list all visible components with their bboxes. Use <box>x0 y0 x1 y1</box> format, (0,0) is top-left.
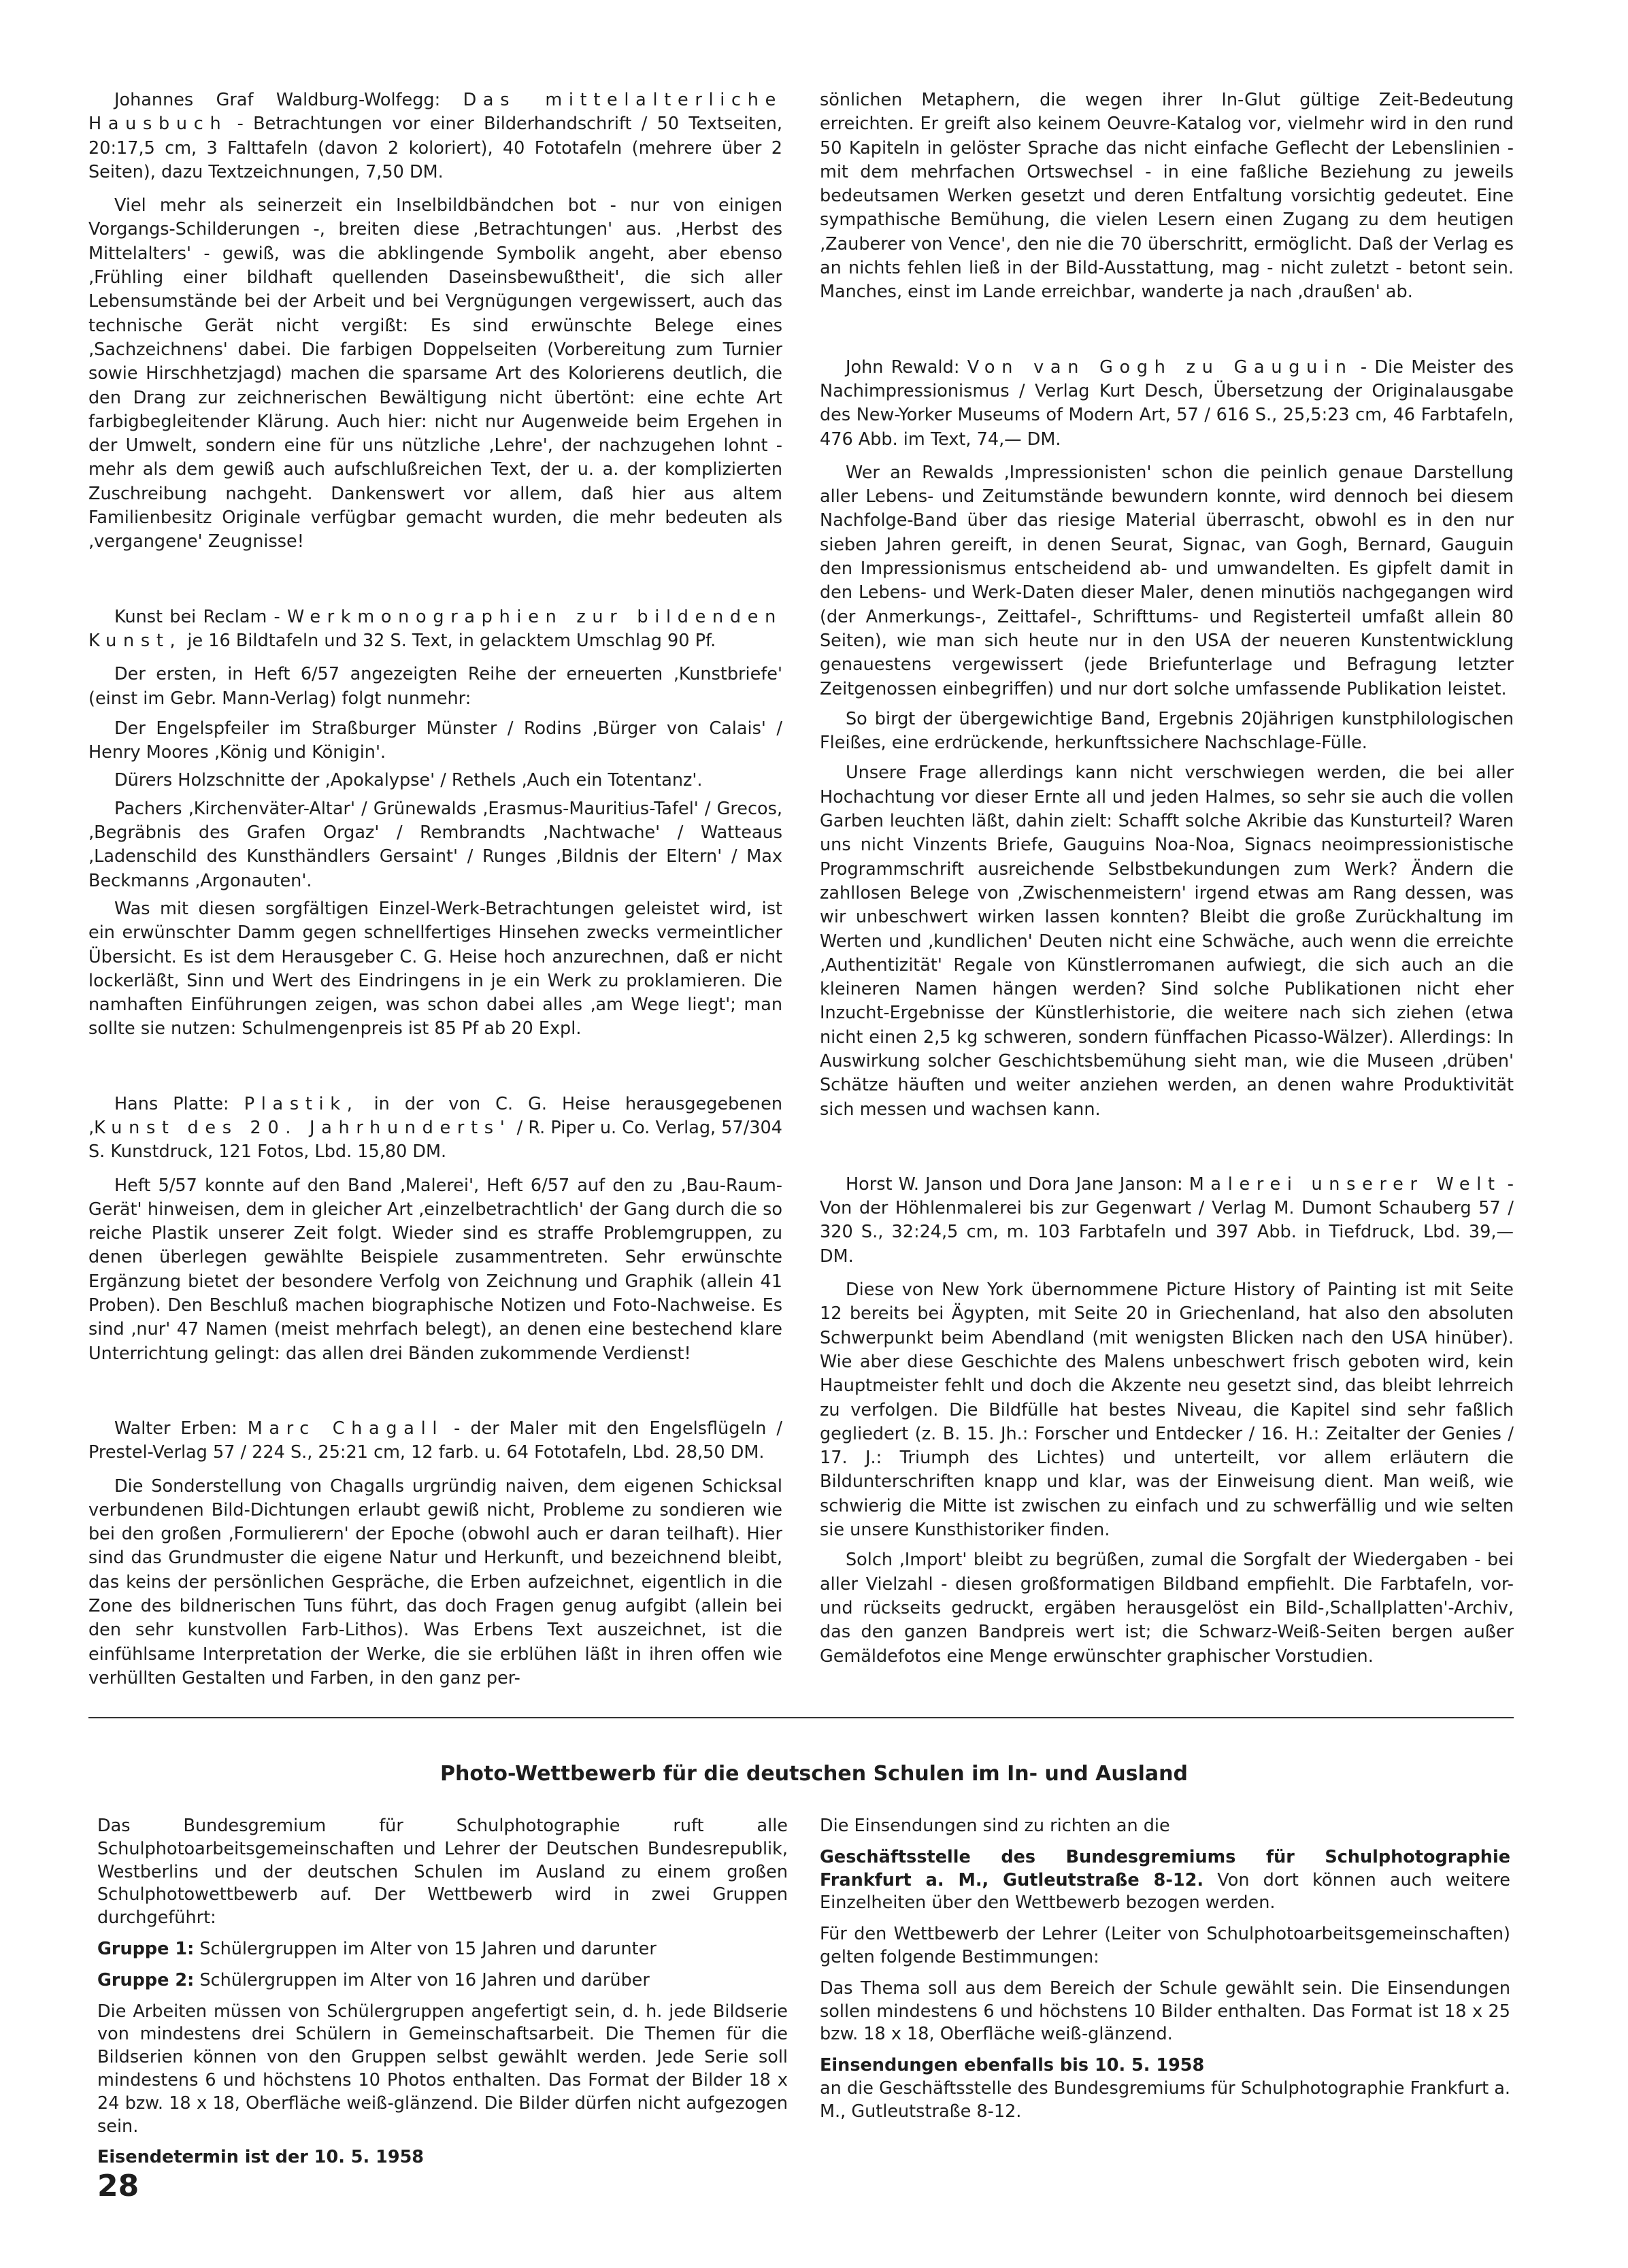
competition-title: Photo-Wettbewerb für die deutschen Schulen im In- und Ausland <box>440 1762 1188 1786</box>
book-title: Plastik, <box>244 1093 359 1114</box>
group-1: Gruppe 1: Schülergruppen im Alter von 15 Jahren und darunter <box>97 1938 657 1959</box>
list-item: Der Engelspfeiler im Straßburger Münster / Rodins ‚Bürger von Calais' / Henry Moores ‚König und Königin'. <box>88 718 782 763</box>
review-header-hausbuch: Johannes Graf Waldburg-Wolfegg: Das mittelalterliche Hausbuch - Betrachtungen vor einer Bilderhandschrift / 50 Textseiten, 20:17,5 cm, 3 Falttafeln (davon 2 koloriert), 40 Fototafeln (mehrere über 2 Seiten), dazu Textzeichnungen, 7,50 DM. <box>88 90 782 182</box>
teacher-rules: Das Thema soll aus dem Bereich der Schule gewählt sein. Die Einsendungen sollen mindestens 6 und höchstens 10 Bilder enthalten. Das Format ist 18 x 25 bzw. 18 x 18, Oberfläche weiß-glänzend. <box>820 1978 1510 2045</box>
review-paragraph: sönlichen Metaphern, die wegen ihrer In-Glut gültige Zeit-Bedeutung erreichten. Er greift also keinem Oeuvre-Katalog vor, vielmehr wird in den rund 50 Kapiteln in gelöster Sprache das nicht einfache Geflecht der Lebenslinien - mit dem mehrfachen Ortswechsel - in eine faßliche Beziehung zu jeweils bedeutsamen Werken gesetzt und deren Entfaltung vorsichtig gedeutet. Eine sympathische Bemühung, die vielen Lesern einen Zugang zu dem heutigen ‚Zauberer von Vence', den nie die 70 überschritt, ermöglicht. Daß der Verlag es an nichts fehlen ließ in der Bild-Ausstattung, mag - nicht zuletzt - betont sein. Manches, einst im Lande erreichbar, wanderte ja nach ‚draußen' ab. <box>820 90 1514 303</box>
section-divider <box>88 1717 1514 1718</box>
review-paragraph: Der ersten, in Heft 6/57 angezeigten Reihe der erneuerten ‚Kunstbriefe' (einst im Gebr. Mann-Verlag) folgt nunmehr: <box>88 664 782 709</box>
competition-right-column <box>820 1815 1510 2132</box>
right-column <box>820 88 1514 1675</box>
teacher-deadline: Einsendungen ebenfalls bis 10. 5. 1958 an die Geschäftsstelle des Bundesgremiums für Schulphotographie Frankfurt a. M., Gutleutstraße 8-12. <box>820 2055 1510 2122</box>
group-2: Gruppe 2: Schülergruppen im Alter von 16 Jahren und darüber <box>97 1969 650 1990</box>
book-title: Werkmonographien zur bildenden Kunst, <box>88 606 782 651</box>
deadline: Eisendetermin ist der 10. 5. 1958 <box>97 2147 425 2168</box>
submission-intro: Die Einsendungen sind zu richten an die <box>820 1816 1170 1836</box>
book-title: Von van Gogh zu Gauguin <box>967 356 1353 378</box>
review-paragraph: Diese von New York übernommene Picture History of Painting ist mit Seite 12 bereits bei Ägypten, mit Seite 20 in Griechenland, hat also den absoluten Schwerpunkt beim Abendland (mit wenigsten Blicken nach den USA hinüber). Wie aber diese Geschichte des Malens unbeschwert frisch geboten wird, kein Hauptmeister fehlt und doch die Akzente neu gesetzt sind, das bleibt lehrreich zu verfolgen. Die Bildfülle hat bestes Niveau, die Kapitel sind sehr faßlich gegliedert (z. B. 15. Jh.: Forscher und Entdecker / 16. H.: Zeitalter der Genies / 17. J.: Triumph des Lichtes) und unterteilt, vor allem erläutern die Bildunterschriften knapp und klar, was der Einweisung dient. Man weiß, wie schwierig die Mitte ist zwischen zu einfach und zu schwerfällig und wie selten sie unsere Kunsthistoriker finden. <box>820 1280 1514 1541</box>
review-header-rewald: John Rewald: Von van Gogh zu Gauguin - Die Meister des Nachimpressionismus / Verlag Kurt Desch, Übersetzung der Originalausgabe des New-Yorker Museums of Modern Art, 57 / 616 S., 25,5:23 cm, 46 Farbtafeln, 476 Abb. im Text, 74,— DM. <box>820 356 1514 450</box>
review-header-chagall: Walter Erben: Marc Chagall - der Maler mit den Engelsflügeln / Prestel-Verlag 57 / 224 S., 25:21 cm, 12 farb. u. 64 Fototafeln, Lbd. 28,50 DM. <box>88 1418 782 1463</box>
submission-address: Geschäftsstelle des Bundesgremiums für Schulphotographie Frankfurt a. M., Gutleutstraße 8-12. Von dort können auch weitere Einzelheiten über den Wettbewerb bezogen werden. <box>820 1846 1510 1914</box>
review-header-reclam: Kunst bei Reclam - Werkmonographien zur bildenden Kunst, je 16 Bildtafeln und 32 S. Text, in gelacktem Umschlag 90 Pf. <box>88 606 782 651</box>
review-header-janson: Horst W. Janson und Dora Jane Janson: Malerei unserer Welt - Von der Höhlenmalerei bis zur Gegenwart / Verlag M. Dumont Schauberg 57 / 320 S., 32:24,5 cm, m. 103 Farbtafeln und 397 Abb. in Tiefdruck, Lbd. 39,— DM. <box>820 1173 1514 1267</box>
book-title: Malerei unserer Welt <box>1189 1173 1501 1195</box>
list-item: Dürers Holzschnitte der ‚Apokalypse' / Rethels ‚Auch ein Totentanz'. <box>114 770 703 791</box>
competition-left-column <box>97 1815 788 2178</box>
review-paragraph: Unsere Frage allerdings kann nicht verschwiegen werden, die bei aller Hochachtung vor dieser Ernte all und jeden Halmes, so sehr sie auch die vollen Garben leuchten läßt, dahin zielt: Schafft solche Akribie das Kunsturteil? Waren uns nicht Vinzents Briefe, Gauguins Noa-Noa, Signacs neoimpressionistische Programmschrift ausreichende Selbstbekundungen zum Werk? Ändern die zahllosen Belege von ‚Zwischenmeistern' irgend etwas am Rang dessen, was wir unbeschwert wirken lassen konnten? Bleibt die große Zurückhaltung im Werten und ‚kundlichen' Deuten nicht eine Schwäche, auch wenn die erreichte ‚Authentizität' Regale von Künstlerromanen aufwiegt, die sich auch an die kleineren Namen hängen werden? Sind solche Publikationen nicht eher Inzucht-Ergebnisse der Künstlerhistorie, die weitere nach sich ziehen (etwa nicht einen 2,5 kg schweren, sondern fünffachen Picasso-Wälzer). Allerdings: In Auswirkung solcher Geschichtsbemühung sieht man, wie die Museen ‚drüben' Schätze häuften und weiter anziehen werden, an denen wahre Produktivität sich messen und wachsen kann. <box>820 763 1514 1120</box>
book-title: Marc Chagall <box>247 1418 444 1439</box>
left-column <box>88 88 782 1697</box>
review-paragraph: Heft 5/57 konnte auf den Band ‚Malerei', Heft 6/57 auf den zu ‚Bau-Raum-Gerät' hinweisen, dem in gleicher Art ‚einzelbetrachtlich' der Gang durch die so reiche Plastik unserer Zeit folgt. Wieder sind es straffe Problemgruppen, zu denen überlegen gewählte Beispiele zusammentreten. Sehr erwünschte Ergänzung bietet der besondere Verfolg von Zeichnung und Graphik (allein 41 Proben). Den Beschluß machen biographische Notizen und Foto-Nachweise. Es sind ‚nur' 47 Namen (meist mehrfach belegt), an denen eine bestechend klare Unterrichtung gelingt: das allen drei Bänden zukommende Verdienst! <box>88 1175 782 1364</box>
review-paragraph: Die Sonderstellung von Chagalls urgründig naiven, dem eigenen Schicksal verbundenen Bild-Dichtungen erlaubt gewiß nicht, Probleme zu sondieren wie bei den großen ‚Formulierern' der Epoche (obwohl auch er daran teilhaft). Hier sind das Grundmuster die eigene Natur und Herkunft, und bezeichnend bleibt, das keins der persönlichen Gespräche, die Erben aufzeichnet, eigentlich in die Zone des bildnerischen Tuns führt, das doch Fragen genug aufgibt (allein bei den sehr kunstvollen Farb-Lithos). Was Erbens Text auszeichnet, ist die einfühlsame Interpretation der Werke, die sie erblühen läßt in ihren offen wie verhüllten Gestalten und Farben, in den ganz per- <box>88 1475 782 1688</box>
review-header-plastik: Hans Platte: Plastik, in der von C. G. Heise herausgegebenen ‚Kunst des 20. Jahrhunderts' / R. Piper u. Co. Verlag, 57/304 S. Kunstdruck, 121 Fotos, Lbd. 15,80 DM. <box>88 1093 782 1163</box>
series-title: Kunst des 20. Jahrhunderts' <box>94 1117 512 1138</box>
teacher-rules-intro: Für den Wettbewerb der Lehrer (Leiter von Schulphotoarbeitsgemeinschaften) gelten folgende Bestimmungen: <box>820 1924 1510 1967</box>
review-paragraph: Viel mehr als seinerzeit ein Inselbildbändchen bot - nur von einigen Vorgangs-Schilderungen -, breiten diese ‚Betrachtungen' aus. ‚Herbst des Mittelalters' - gewiß, was die abklingende Symbolik angeht, aber ebenso ‚Frühling einer bildhaft quellenden Daseinsbewußtheit', die sich aller Lebensumstände bei der Arbeit und bei Vergnügungen vergewissert, auch das technische Gerät nicht vergißt: Es sind erwünschte Belege eines ‚Sachzeichnens' dabei. Die farbigen Doppelseiten (Vorbereitung zum Turnier sowie Hirschhetzjagd) machen die sparsame Art des Kolorierens deutlich, die den Drang zur zeichnerischen Bewältigung nicht übertönt: eine echte Art farbigbegleitender Klärung. Auch hier: nicht nur Augenweide beim Ergehen in der Umwelt, sondern eine für uns nützliche ‚Lehre', der nachzugehen lohnt - mehr als dem gewiß auch aufschlußreichen Text, der u. a. der komplizierten Zuschreibung nachgeht. Dankenswert vor allem, daß hier aus altem Familienbesitz Originale verfügbar gemacht wurden, die mehr bedeuten als ‚vergangene' Zeugnisse! <box>88 195 782 552</box>
review-paragraph: Wer an Rewalds ‚Impressionisten' schon die peinlich genaue Darstellung aller Lebens- und Zeitumstände bewundern konnte, wird dennoch bei diesem Nachfolge-Band über das riesige Material überrascht, obwohl es in den nur sieben Jahren gereift, in denen Seurat, Signac, van Gogh, Bernard, Gauguin den Impressionismus entscheidend ab- und umwandelten. Es gipfelt damit in den Lebens- und Werk-Daten dieser Maler, denen minutiös nachgegangen wird (der Anmerkungs-, Zeittafel-, Schrifttums- und Registerteil umfaßt allein 80 Seiten), wie man sich heute nur in den USA der neueren Kunstentwicklung genauestens vergewissert (jede Briefunterlage und Befragung letzter Zeitgenossen einbegriffen) und nur dort solche umfassende Publikation leistet. <box>820 462 1514 699</box>
review-paragraph: So birgt der übergewichtige Band, Ergebnis 20jährigen kunstphilologischen Fleißes, eine erdrückende, herkunftssichere Nachschlage-Fülle. <box>820 708 1514 754</box>
page-number: 28 <box>97 2169 139 2203</box>
review-paragraph: Solch ‚Import' bleibt zu begrüßen, zumal die Sorgfalt der Wiedergaben - bei aller Vielzahl - diesen großformatigen Bildband empfiehlt. Die Farbtafeln, vor- und rückseits gedruckt, ergäben herausgelöst ein Bild-‚Schallplatten'-Archiv, das den ganzen Bandpreis wert ist; die Schwarz-Weiß-Seiten bergen außer Gemäldefotos eine Menge erwünschter graphischer Vorstudien. <box>820 1550 1514 1667</box>
competition-rules: Die Arbeiten müssen von Schülergruppen angefertigt sein, d. h. jede Bildserie von mindestens drei Schülern in Gemeinschaftsarbeit. Die Themen für die Bildserien können von den Gruppen selbst gewählt werden. Jede Serie soll mindestens 6 und höchstens 10 Photos enthalten. Das Format der Bilder 18 x 24 bzw. 18 x 18, Oberfläche weiß-glänzend. Die Bilder dürfen nicht aufgezogen sein. <box>97 2001 788 2137</box>
book-title: Das mittelalterliche Hausbuch <box>88 90 782 135</box>
competition-intro: Das Bundesgremium für Schulphotographie ruft alle Schulphotoarbeitsgemeinschaften und Lehrer der Deutschen Bundesrepublik, Westberlins und der deutschen Schulen im Ausland zu einem großen Schulphotowettbewerb auf. Der Wettbewerb wird in zwei Gruppen durchgeführt: <box>97 1816 788 1929</box>
review-paragraph: Was mit diesen sorgfältigen Einzel-Werk-Betrachtungen geleistet wird, ist ein erwünschter Damm gegen schnellfertiges Hinsehen zwecks vermeintlicher Übersicht. Es ist dem Herausgeber C. G. Heise hoch anzurechnen, daß er nicht lockerläßt, Sinn und Wert des Eindringens in je ein Werk zu proklamieren. Die namhaften Einführungen zeigen, was schon dabei alles ‚am Wege liegt'; man sollte sie nutzen: Schulmengenpreis ist 85 Pf ab 20 Expl. <box>88 898 782 1039</box>
list-item: Pachers ‚Kirchenväter-Altar' / Grünewalds ‚Erasmus-Mauritius-Tafel' / Grecos, ‚Begräbnis des Grafen Orgaz' / Rembrandts ‚Nachtwache' / Watteaus ‚Ladenschild des Kunsthändlers Gersaint' / Runges ‚Bildnis der Eltern' / Max Beckmanns ‚Argonauten'. <box>88 798 782 891</box>
